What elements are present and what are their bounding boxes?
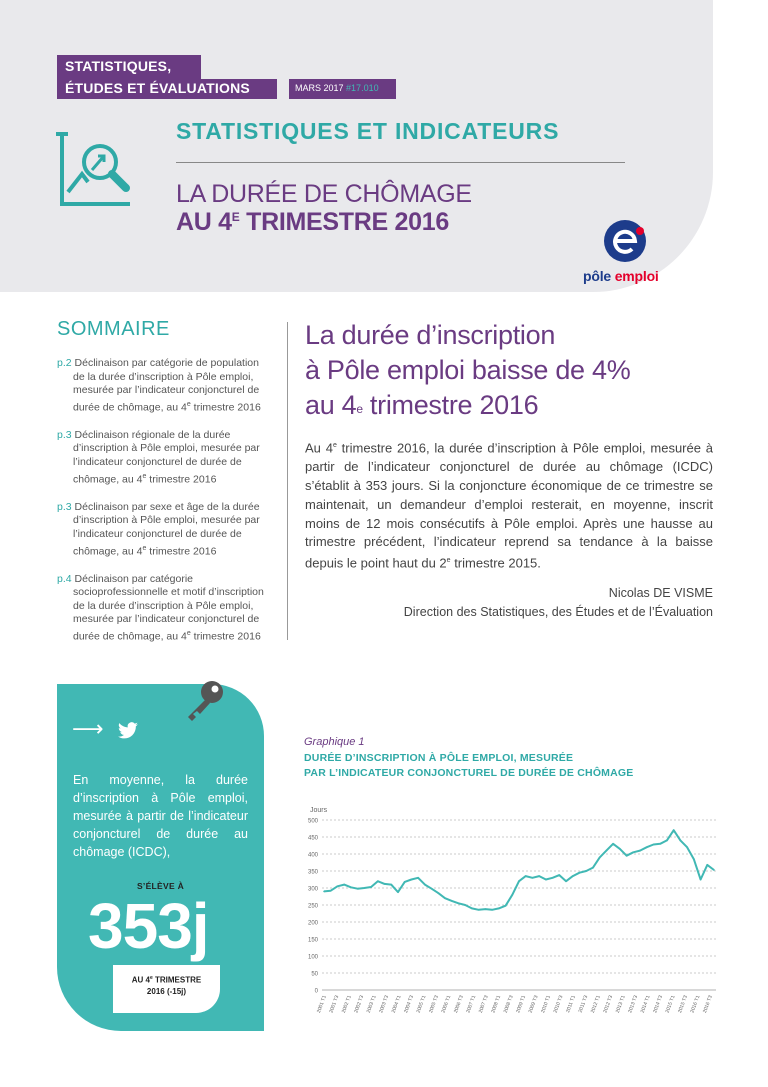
data-point [377, 880, 379, 882]
y-tick-label: 450 [307, 835, 318, 842]
data-point [653, 844, 655, 846]
key-figure-label: S’ÉLÈVE À [136, 881, 185, 891]
y-tick-label: 100 [307, 954, 318, 961]
data-point [505, 905, 507, 907]
x-tick-label: 2016 T1 [689, 994, 702, 1014]
key-figure-quarter: AU 4e TRIMESTRE 2016 (-15j) [113, 965, 220, 1013]
data-point [680, 840, 682, 842]
x-tick-label: 2007 T3 [477, 994, 490, 1014]
data-point [343, 884, 345, 886]
x-tick-label: 2014 T1 [639, 994, 652, 1014]
data-point [337, 886, 339, 888]
data-point [350, 887, 352, 889]
x-tick-label: 2014 T3 [652, 994, 665, 1014]
x-tick-label: 2009 T1 [515, 994, 528, 1014]
author-name: Nicolas DE VISME [608, 586, 713, 600]
data-point [518, 880, 520, 882]
data-point [444, 897, 446, 899]
x-tick-label: 2010 T1 [540, 994, 553, 1014]
y-axis-label: Jours [310, 807, 328, 814]
data-point [384, 883, 386, 885]
arrow-icon: ⟶ [72, 716, 104, 741]
x-tick-label: 2011 T3 [577, 994, 590, 1014]
x-tick-label: 2003 T3 [378, 994, 391, 1014]
x-tick-label: 2013 T1 [614, 994, 627, 1014]
graph-title-line2: PAR L’INDICATEUR CONJONCTUREL DE DURÉE DE CHÔMAGE [304, 767, 634, 779]
data-point [370, 886, 372, 888]
y-tick-label: 300 [307, 886, 318, 893]
data-point [606, 850, 608, 852]
duration-line-chart [296, 800, 726, 1062]
data-point [525, 875, 527, 877]
column-divider [287, 322, 288, 640]
data-point [390, 884, 392, 886]
data-point [659, 843, 661, 845]
data-point [626, 855, 628, 857]
subtitle-line2: AU $4^E$ TRIMESTRE 2016 [176, 208, 449, 236]
x-tick-label: 2008 T1 [490, 994, 503, 1014]
data-point [559, 874, 561, 876]
data-point [633, 852, 635, 854]
data-point [498, 908, 500, 910]
data-point [491, 909, 493, 911]
data-point [464, 904, 466, 906]
data-point [552, 877, 554, 879]
x-tick-label: 2008 T3 [502, 994, 515, 1014]
data-point [693, 858, 695, 860]
article-body: Au 4e trimestre 2016, la durée d’inscription à Pôle emploi, mesurée à partir de l’indicateur conjoncturel de durée au chômage (ICDC) s’établit à 353 jours. Si la conjoncture économique de ce trimestre se maintenait, un demandeur d’emploi resterait, en moyenne, inscrit moins de 12 mois consécutifs à Pôle emploi. Après une hausse au trimestre précédent, l’indicateur reprend sa tendance à la baisse depuis le point haut du 2e trimestre 2015. [305, 440, 714, 571]
x-tick-label: 2015 T3 [677, 994, 689, 1014]
data-point [572, 875, 574, 877]
toc-item[interactable]: p.4 Déclinaison par catégorie socioprofessionnelle et motif d’inscription de la durée d’inscription à Pôle emploi, mesurée par l’indicateur conjoncturel de durée de chômage, au 4e trimestre 2016 [57, 572, 264, 643]
graph-label: Graphique 1 [304, 736, 365, 748]
y-tick-label: 0 [314, 988, 318, 995]
data-point [411, 879, 413, 881]
pole-emploi-logo-icon [603, 219, 647, 263]
statistics-magnifier-icon [56, 130, 136, 210]
data-point [646, 846, 648, 848]
data-point [512, 894, 514, 896]
data-point [323, 891, 325, 893]
data-point [451, 900, 453, 902]
series-line-icdc [324, 830, 714, 910]
issue-date: MARS 2017 [295, 83, 344, 93]
y-tick-label: 250 [307, 903, 318, 910]
data-point [599, 857, 601, 859]
data-point [686, 846, 688, 848]
data-point [397, 891, 399, 893]
data-point [585, 870, 587, 872]
x-tick-label: 2002 T1 [340, 994, 353, 1014]
x-tick-label: 2001 T1 [315, 994, 328, 1014]
x-tick-label: 2004 T3 [403, 994, 416, 1014]
main-title: STATISTIQUES ET INDICATEURS [176, 118, 560, 144]
x-tick-label: 2013 T3 [627, 994, 640, 1014]
issue-number: #17.010 [346, 83, 379, 93]
data-point [592, 867, 594, 869]
data-point [478, 909, 480, 911]
x-tick-label: 2004 T1 [390, 994, 403, 1014]
toc-item[interactable]: p.3 Déclinaison régionale de la durée d’inscription à Pôle emploi, mesurée par l’indicateur conjoncturel de durée de chômage, au 4e trimestre 2016 [57, 428, 260, 486]
x-tick-label: 2009 T3 [527, 994, 540, 1014]
x-tick-label: 2006 T3 [452, 994, 465, 1014]
key-figure-value: 353j [88, 890, 209, 962]
data-point [532, 877, 534, 879]
x-tick-label: 2012 T1 [589, 994, 602, 1014]
x-tick-label: 2016 T3 [701, 994, 714, 1014]
key-figure-text: En moyenne, la durée d’inscription à Pôle emploi, mesurée à partir de l’indicateur conjoncturel de durée au chômage (ICDC), [73, 773, 248, 859]
data-point [666, 840, 668, 842]
data-point [619, 848, 621, 850]
data-point [424, 884, 426, 886]
y-tick-label: 500 [307, 818, 318, 825]
author-role: Direction des Statistiques, des Études et de l’Évaluation [403, 605, 713, 619]
toc-item[interactable]: p.2 Déclinaison par catégorie de population de la durée d’inscription à Pôle emploi, mesurée par l’indicateur conjoncturel de durée de chômage, au 4e trimestre 2016 [57, 357, 261, 414]
data-point [471, 908, 473, 910]
y-tick-label: 350 [307, 869, 318, 876]
data-point [438, 892, 440, 894]
y-tick-label: 200 [307, 920, 318, 927]
key-icon [182, 678, 226, 722]
x-tick-label: 2006 T1 [440, 994, 453, 1014]
data-point [417, 877, 419, 879]
data-point [707, 864, 709, 866]
twitter-icon[interactable] [117, 722, 139, 740]
x-tick-label: 2005 T3 [428, 994, 440, 1014]
data-point [458, 903, 460, 905]
y-tick-label: 50 [311, 971, 318, 978]
data-point [485, 908, 487, 910]
x-tick-label: 2010 T3 [552, 994, 565, 1014]
x-tick-label: 2007 T1 [465, 994, 478, 1014]
article-lead: La durée d’inscription à Pôle emploi baisse de 4% au 4e trimestre 2016 [305, 320, 631, 420]
data-point [579, 872, 581, 874]
series-badge-line2: ÉTUDES ET ÉVALUATIONS [57, 79, 277, 99]
data-point [330, 890, 332, 892]
data-point [538, 875, 540, 877]
pole-emploi-logo-text: pôle emploi [583, 268, 659, 284]
data-point [565, 880, 567, 882]
x-tick-label: 2015 T1 [664, 994, 677, 1014]
data-point [700, 879, 702, 881]
data-point [545, 879, 547, 881]
x-tick-label: 2011 T1 [565, 994, 577, 1014]
title-divider [176, 162, 625, 163]
data-point [673, 829, 675, 831]
x-tick-label: 2002 T3 [353, 994, 366, 1014]
issue-tag [289, 79, 396, 99]
x-tick-label: 2012 T3 [602, 994, 615, 1014]
data-point [612, 843, 614, 845]
sommaire-title: SOMMAIRE [57, 318, 170, 340]
data-point [639, 850, 641, 852]
data-point [357, 888, 359, 890]
y-tick-label: 400 [307, 852, 318, 859]
data-point [713, 869, 715, 871]
x-tick-label: 2005 T1 [415, 994, 428, 1014]
series-badge-line1: STATISTIQUES, [57, 55, 201, 79]
x-tick-label: 2001 T3 [328, 994, 341, 1014]
x-tick-label: 2003 T1 [365, 994, 378, 1014]
data-point [364, 887, 366, 889]
toc-item[interactable]: p.3 Déclinaison par sexe et âge de la durée d’inscription à Pôle emploi, mesurée par l’indicateur conjoncturel de durée de chômage, au 4e trimestre 2016 [57, 500, 260, 558]
y-tick-label: 150 [307, 937, 318, 944]
subtitle-line1: LA DURÉE DE CHÔMAGE [176, 180, 472, 208]
graph-title-line1: DURÉE D’INSCRIPTION À PÔLE EMPLOI, MESURÉE [304, 752, 574, 764]
data-point [404, 881, 406, 883]
table-of-contents [57, 357, 267, 658]
data-point [431, 888, 433, 890]
